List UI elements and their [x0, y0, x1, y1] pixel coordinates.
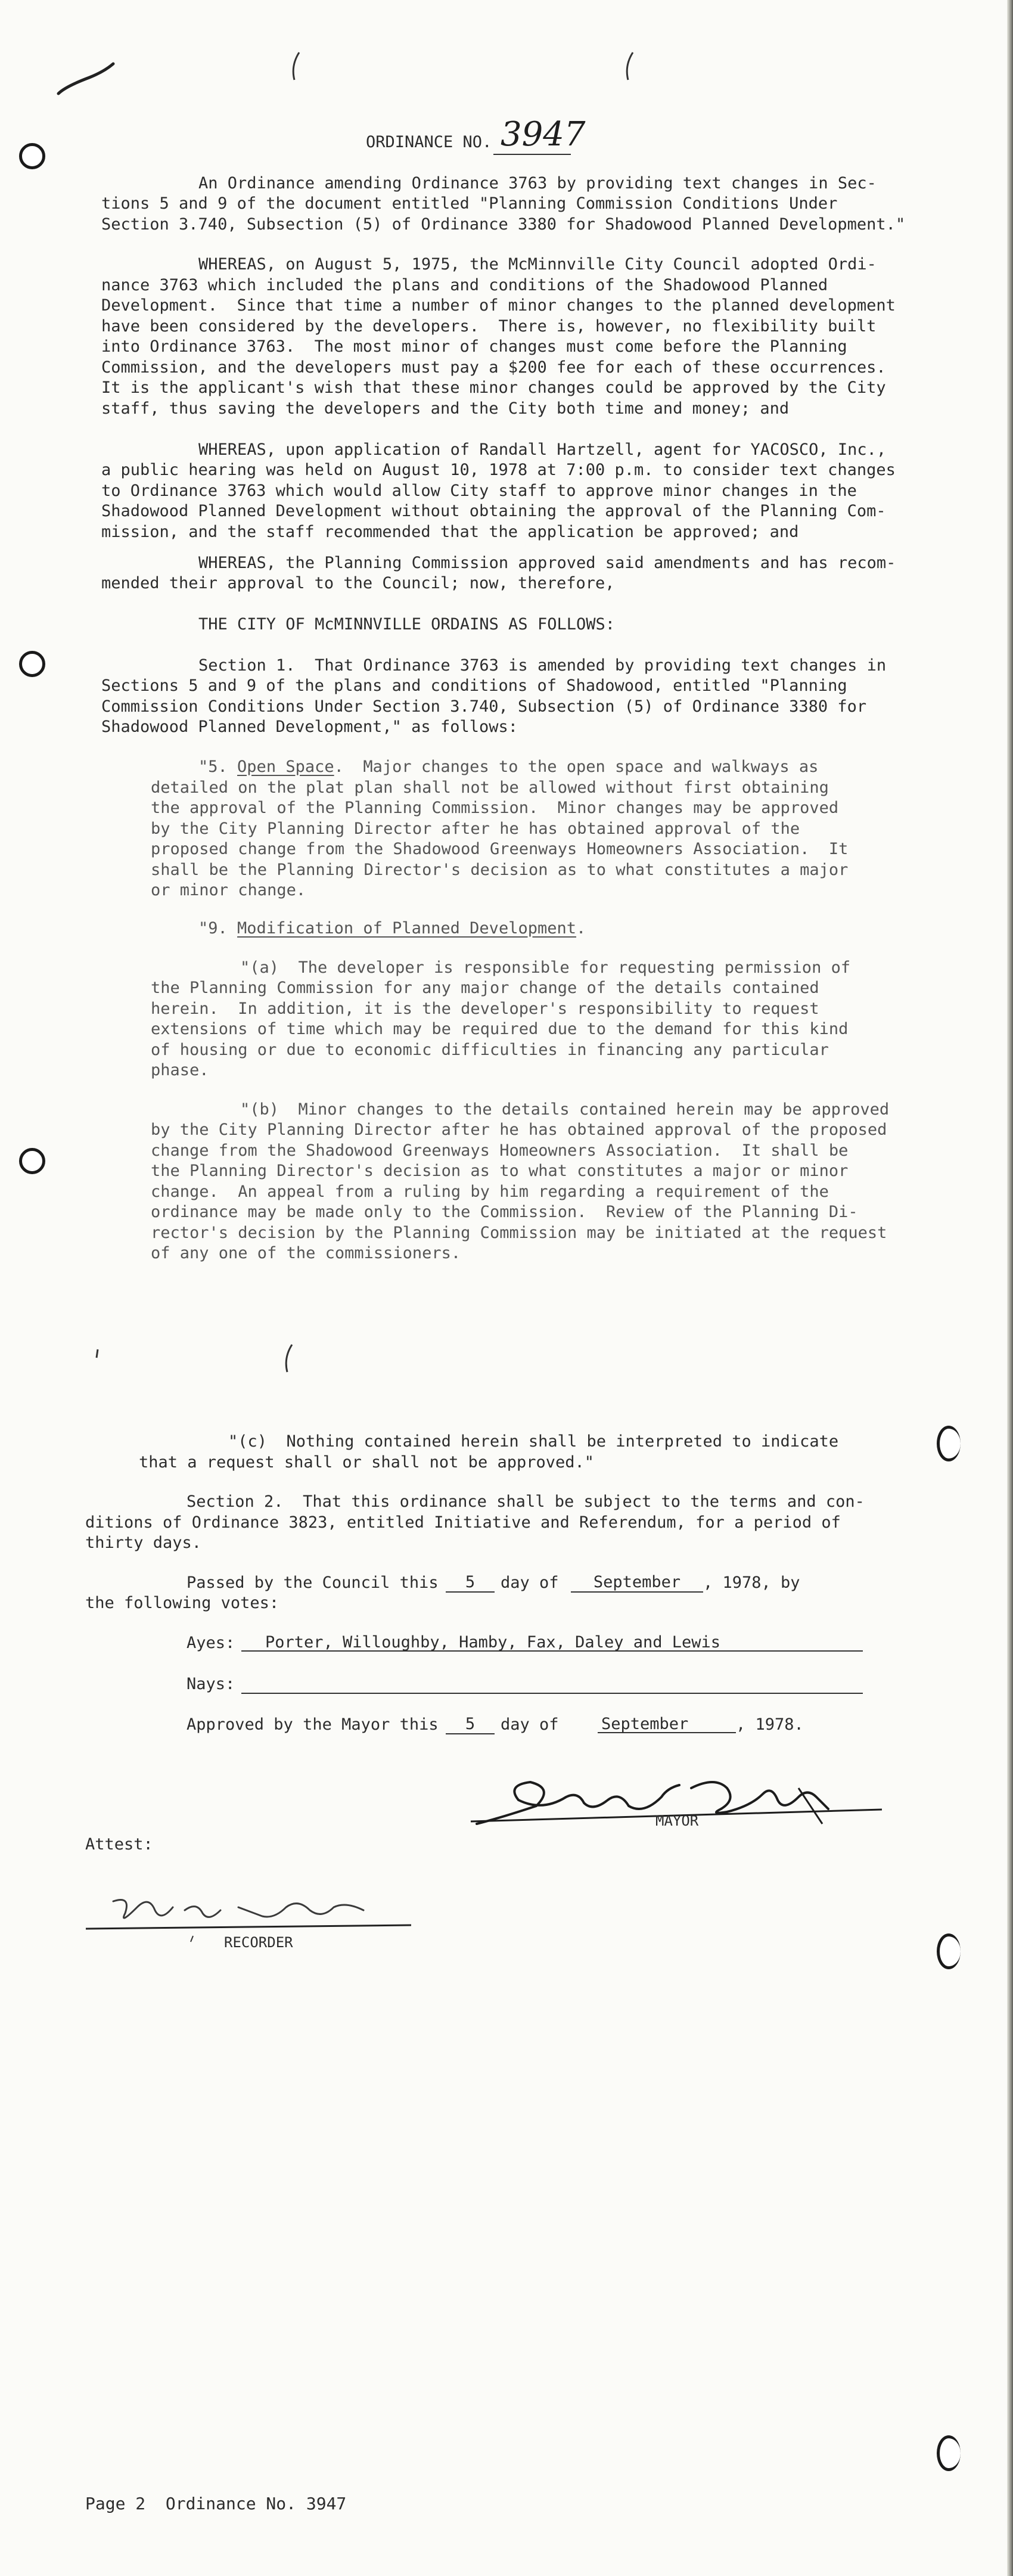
punch-hole-icon: [937, 2435, 961, 2471]
whereas-2-line: mission, and the staff recommended that the application be approved; and: [101, 523, 799, 541]
nays-label: Nays:: [187, 1675, 235, 1693]
item-5-line: detailed on the plat plan shall not be allowed without first obtaining: [151, 778, 829, 797]
item-9a-line: "(a) The developer is responsible for requesting permission of: [240, 958, 851, 977]
mayor-label: MAYOR: [655, 1812, 699, 1829]
item-9a-line: herein. In addition, it is the developer's responsibility to request: [151, 1000, 819, 1018]
intro-line: Section 3.740, Subsection (5) of Ordinance 3380 for Shadowood Planned Development.": [101, 215, 906, 234]
item-9b-line: the Planning Director's decision as to what constitutes a major or minor: [151, 1162, 849, 1180]
item-5-line: or minor change.: [151, 881, 306, 899]
intro-line: tions 5 and 9 of the document entitled "Planning Commission Conditions Under: [101, 194, 838, 213]
item-9b-line: rector's decision by the Planning Commission may be initiated at the request: [151, 1224, 887, 1242]
whereas-2-line: to Ordinance 3763 which would allow City staff to approve minor changes in the: [101, 482, 857, 500]
item-9b-line: change. An appeal from a ruling by him regarding a requirement of the: [151, 1183, 829, 1201]
passed-month-field: September: [571, 1573, 703, 1593]
item-9a-line: phase.: [151, 1061, 209, 1079]
paper-edge-shadow: [1007, 0, 1013, 2576]
item-9b-line: "(b) Minor changes to the details contained herein may be approved: [240, 1100, 890, 1119]
item-9-period: .: [576, 919, 586, 938]
whereas-1-line: Development. Since that time a number of minor changes to the planned development: [101, 296, 896, 315]
whereas-1-line: nance 3763 which included the plans and conditions of the Shadowood Planned: [101, 276, 828, 294]
approved-year: , 1978.: [736, 1715, 804, 1734]
passed-day-field: 5: [446, 1573, 495, 1593]
item-9-title: Modification of Planned Development: [237, 919, 576, 938]
item-5-line: the approval of the Planning Commission. Minor changes may be approved: [151, 799, 839, 817]
section-2-line: ditions of Ordinance 3823, entitled Initiative and Referendum, for a period of: [85, 1513, 841, 1532]
whereas-1-line: Commission, and the developers must pay a $200 fee for each of these occurrences.: [101, 358, 886, 377]
whereas-3-line: WHEREAS, the Planning Commission approved said amendments and has recom-: [198, 554, 896, 572]
recorder-label: RECORDER: [224, 1934, 293, 1951]
punch-hole-icon: [19, 143, 45, 169]
approved-prefix: Approved by the Mayor this: [187, 1715, 439, 1734]
whereas-1-line: have been considered by the developers. There is, however, no flexibility built: [101, 317, 877, 336]
item-5-first-text: . Major changes to the open space and walkways as: [334, 758, 819, 776]
whereas-1-line: staff, thus saving the developers and the City both time and money; and: [101, 399, 790, 418]
item-9a-line: of housing or due to economic difficulties in financing any particular: [151, 1041, 829, 1059]
passed-prefix: Passed by the Council this: [187, 1573, 439, 1592]
ayes-label: Ayes:: [187, 1634, 235, 1652]
item-9a-line: the Planning Commission for any major change of the details contained: [151, 979, 819, 997]
intro-line: An Ordinance amending Ordinance 3763 by providing text changes in Sec-: [198, 174, 877, 193]
item-9b-line: change from the Shadowood Greenways Homeowners Association. It shall be: [151, 1141, 849, 1160]
item-5-line: shall be the Planning Director's decision as to what constitutes a major: [151, 861, 849, 879]
approved-day-of: day of: [501, 1715, 559, 1734]
section-1-line: Section 1. That Ordinance 3763 is amended by providing text changes in: [198, 656, 887, 675]
whereas-2-line: WHEREAS, upon application of Randall Hartzell, agent for YACOSCO, Inc.,: [198, 440, 887, 459]
ayes-field: Porter, Willoughby, Hamby, Fax, Daley and Lewis: [241, 1634, 863, 1652]
whereas-2-line: a public hearing was held on August 10, 1978 at 7:00 p.m. to consider text changes: [101, 461, 896, 479]
whereas-1-line: It is the applicant's wish that these minor changes could be approved by the City: [101, 378, 886, 397]
scan-mark-icon: [620, 49, 638, 85]
section-1-line: Commission Conditions Under Section 3.740, Subsection (5) of Ordinance 3380 for: [101, 697, 867, 716]
whereas-2-line: Shadowood Planned Development without obtaining the approval of the Planning Com-: [101, 502, 886, 520]
section-2-line: thirty days.: [85, 1534, 202, 1552]
page-footer: Page 2 Ordinance No. 3947: [85, 2494, 347, 2513]
ordinance-number-handwritten: 3947: [501, 115, 586, 154]
passed-line-2: the following votes:: [85, 1594, 279, 1612]
whereas-3-line: mended their approval to the Council; now, therefore,: [101, 574, 615, 592]
item-9a-line: extensions of time which may be required due to the demand for this kind: [151, 1020, 849, 1038]
scan-mark-icon: [286, 49, 304, 85]
item-5-title: Open Space: [237, 758, 334, 776]
section-2-line: Section 2. That this ordinance shall be subject to the terms and con-: [187, 1492, 865, 1511]
punch-hole-icon: [937, 1933, 961, 1969]
scan-mark-icon: [94, 1348, 101, 1360]
item-9-number: "9.: [198, 919, 228, 938]
passed-day-of: day of: [501, 1573, 559, 1592]
punch-hole-icon: [19, 651, 45, 677]
item-9b-line: ordinance may be made only to the Commission. Review of the Planning Di-: [151, 1203, 858, 1221]
item-9c-line: that a request shall or shall not be approved.": [139, 1453, 595, 1472]
attest-label: Attest:: [85, 1835, 153, 1854]
ordinance-label: ORDINANCE NO.: [366, 133, 492, 151]
punch-hole-icon: [19, 1148, 45, 1174]
section-1-line: Shadowood Planned Development," as follows:: [101, 718, 518, 736]
approved-day-field: 5: [446, 1715, 495, 1734]
section-1-line: Sections 5 and 9 of the plans and conditions of Shadowood, entitled "Planning: [101, 676, 847, 695]
item-5-number: "5.: [198, 758, 228, 776]
nays-field: [241, 1675, 863, 1694]
scan-mark-icon: [279, 1341, 297, 1377]
item-5-line: proposed change from the Shadowood Greenways Homeowners Association. It: [151, 840, 849, 858]
punch-hole-icon: [937, 1426, 961, 1461]
item-9-heading: [198, 918, 586, 939]
approved-month-field: September: [598, 1715, 736, 1733]
item-5-line: by the City Planning Director after he has obtained approval of the: [151, 820, 800, 838]
whereas-1-line: WHEREAS, on August 5, 1975, the McMinnville City Council adopted Ordi-: [198, 255, 877, 274]
passed-year: , 1978, by: [703, 1573, 800, 1592]
item-5-first-line: [198, 757, 818, 778]
whereas-1-line: into Ordinance 3763. The most minor of changes must come before the Planning: [101, 337, 847, 356]
pen-stroke-mark-icon: [54, 57, 119, 98]
item-9b-line: by the City Planning Director after he has obtained approval of the proposed: [151, 1121, 887, 1139]
item-9c-line: "(c) Nothing contained herein shall be interpreted to indicate: [228, 1432, 839, 1451]
ordains-heading: THE CITY OF McMINNVILLE ORDAINS AS FOLLOWS:: [198, 615, 615, 634]
item-9b-line: of any one of the commissioners.: [151, 1244, 461, 1262]
ordinance-number-underline: [493, 154, 571, 155]
